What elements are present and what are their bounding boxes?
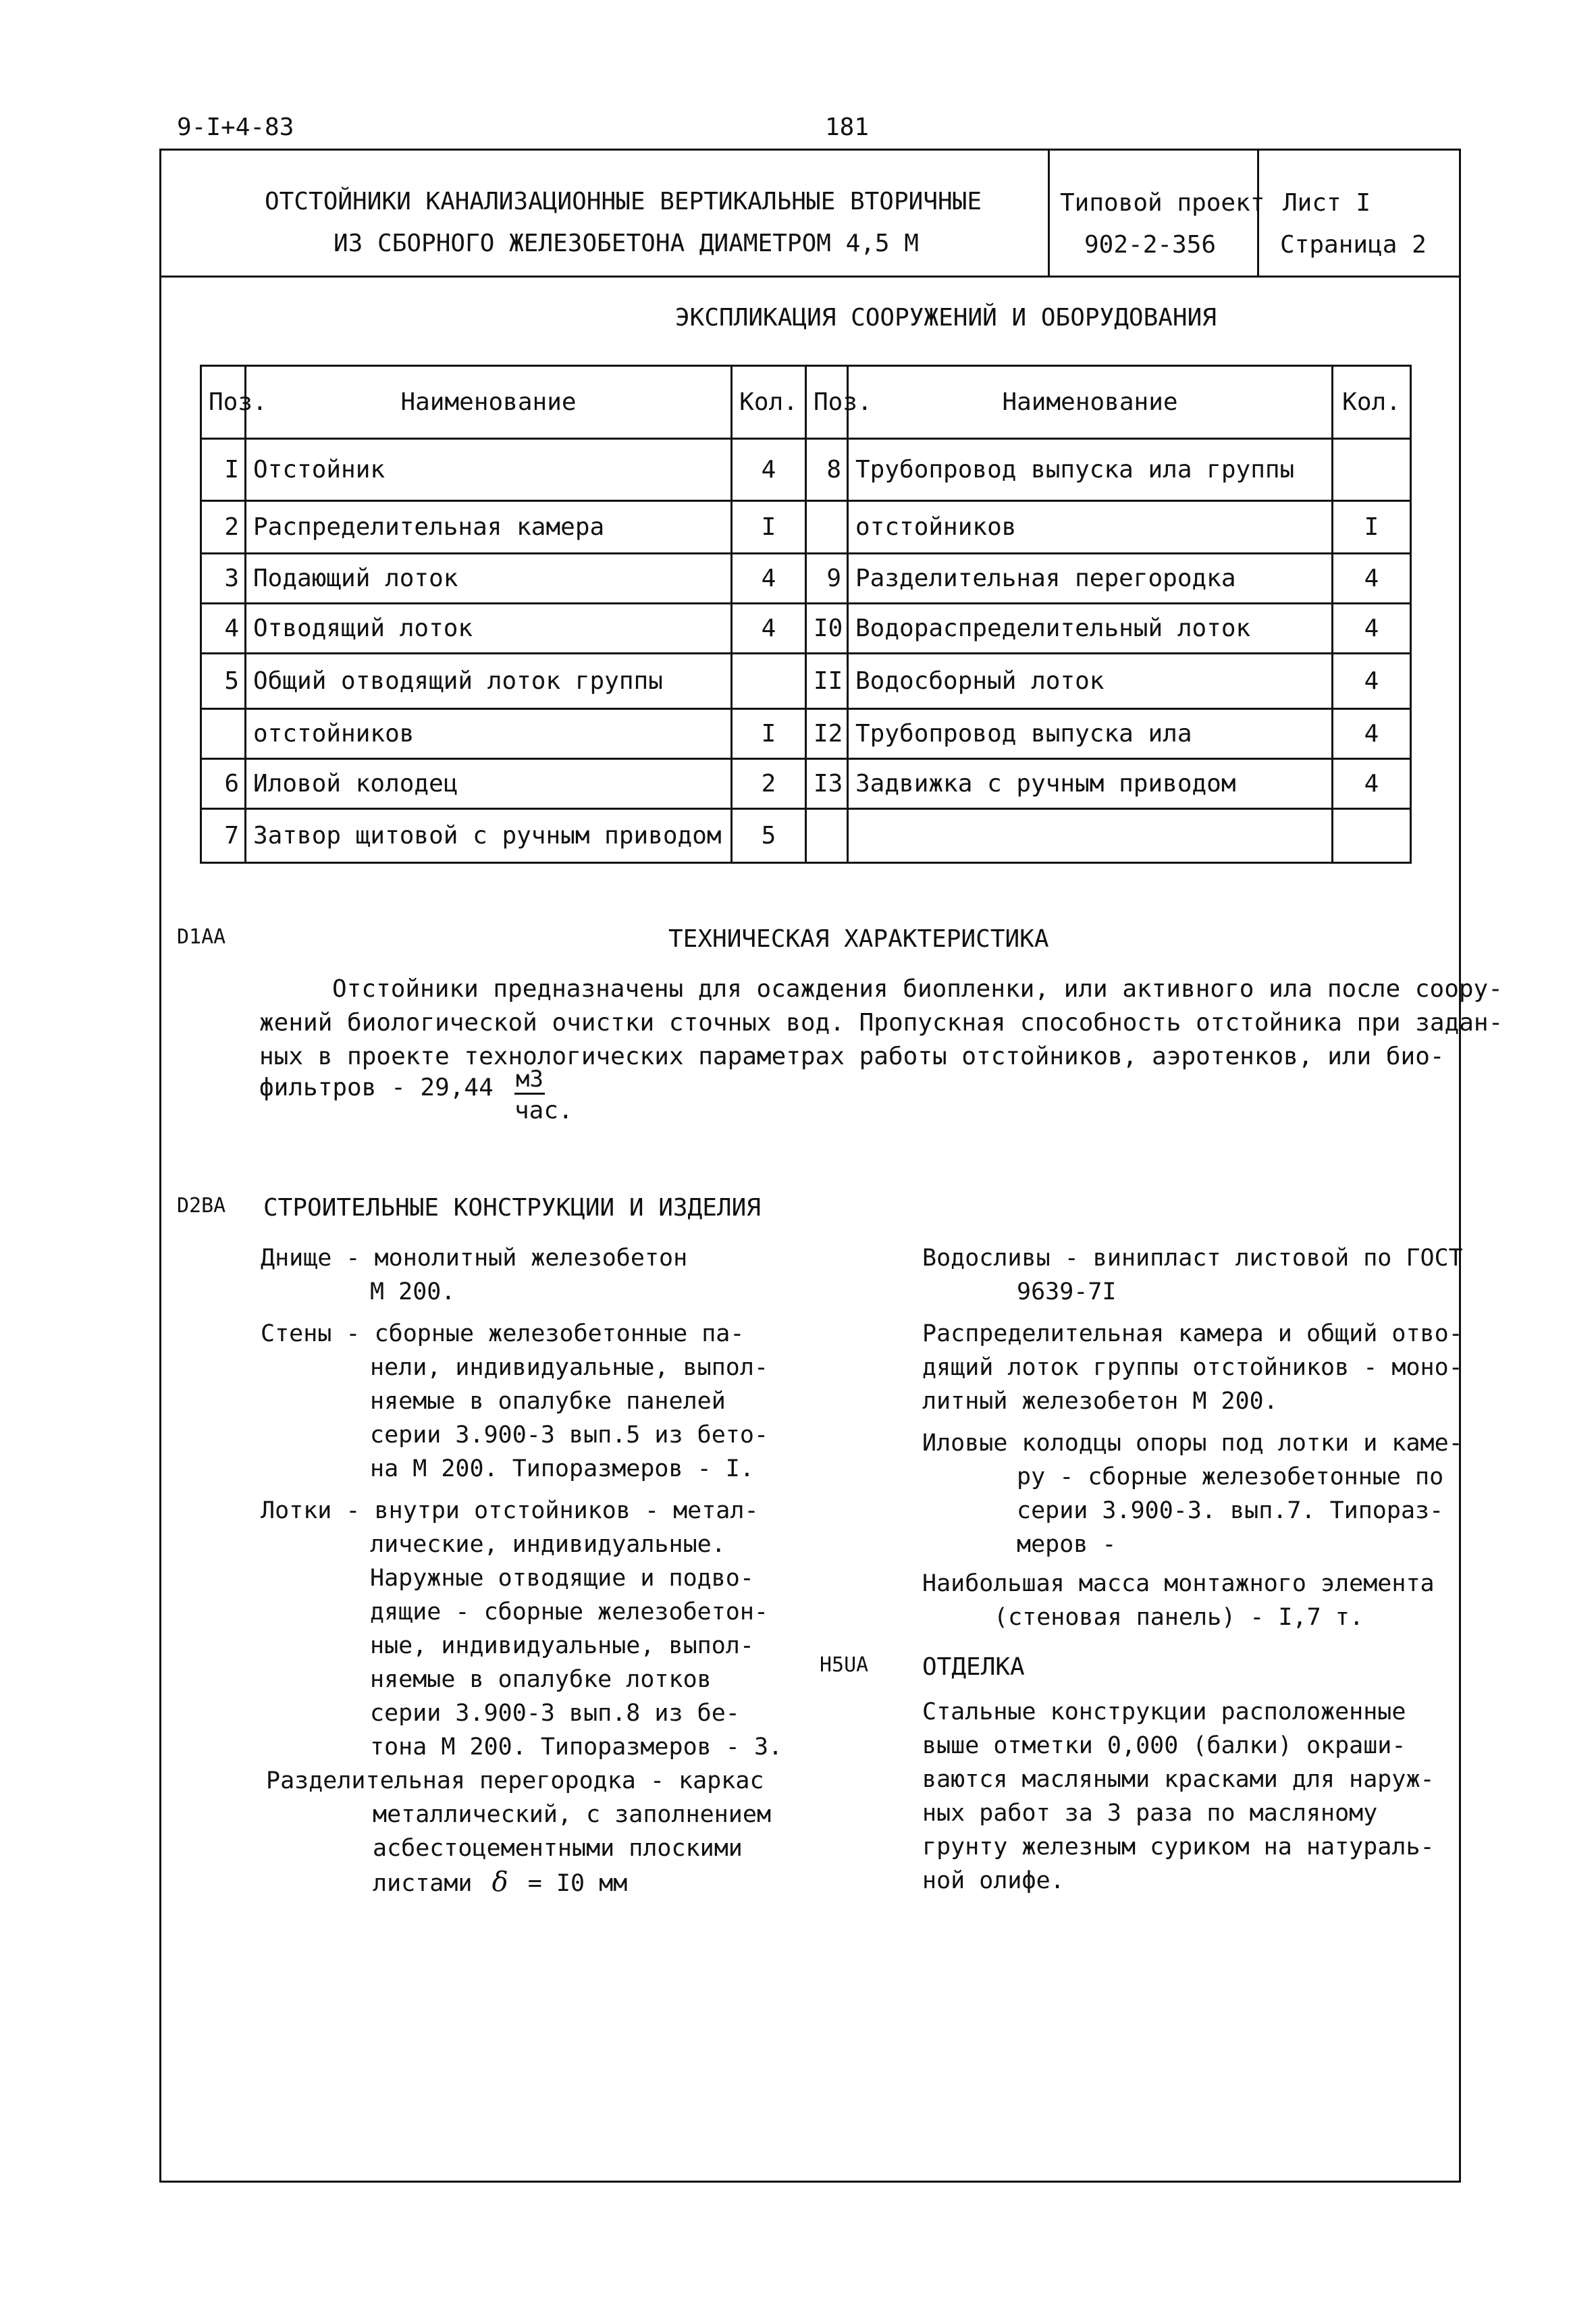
table-cell: 2 <box>732 759 806 809</box>
text-line: Лотки - внутри отстойников - метал- <box>261 1497 759 1524</box>
table-cell: 5 <box>732 809 806 863</box>
table-cell <box>806 809 848 863</box>
text-line: ные, индивидуальные, выпол- <box>370 1632 754 1659</box>
table-cell: 8 <box>806 439 848 501</box>
text-line: Стальные конструкции расположенные <box>922 1698 1406 1725</box>
trays-block <box>261 1494 782 1764</box>
table-cell: Трубопровод выпуска ила <box>848 709 1333 759</box>
column-header: Поз. <box>201 366 246 439</box>
text-line: металлический, с заполнением <box>373 1801 772 1828</box>
table-cell: Водосборный лоток <box>848 654 1333 709</box>
text-line: грунту железным суриком на натураль- <box>922 1833 1435 1861</box>
table-row <box>201 654 1411 709</box>
table-cell: 4 <box>1333 654 1411 709</box>
text-line: (стеновая панель) - I,7 т. <box>994 1604 1364 1631</box>
table-cell: 4 <box>1333 709 1411 759</box>
table-cell <box>806 501 848 554</box>
unit-numerator: м3 <box>514 1066 545 1095</box>
partition-last-line <box>266 1865 771 1900</box>
text-line: няемые в опалубке панелей <box>370 1388 726 1415</box>
table-cell: 4 <box>732 604 806 654</box>
table-cell: 4 <box>1333 554 1411 604</box>
table-cell: I0 <box>806 604 848 654</box>
table-cell: Затвор щитовой с ручным приводом <box>246 809 732 863</box>
project-label: Типовой проект <box>1060 189 1265 217</box>
text-line: жений биологической очистки сточных вод. Пропускная способность отстойника при задан- <box>259 1009 1504 1037</box>
text-line: 9639-7I <box>1017 1278 1117 1305</box>
text-line: асбестоцементными плоскими <box>373 1835 743 1862</box>
document-code: 9-I+4-83 <box>177 113 294 141</box>
table-cell: I <box>732 501 806 554</box>
column-header: Поз. <box>806 366 848 439</box>
sheet-label: Лист I <box>1283 189 1371 217</box>
table-row <box>201 501 1411 554</box>
table-cell: I2 <box>806 709 848 759</box>
text-line: Иловые колодцы опоры под лотки и каме- <box>922 1430 1463 1457</box>
column-header: Кол. <box>1333 366 1411 439</box>
table-row <box>201 709 1411 759</box>
title-block-divider-1 <box>1048 149 1050 277</box>
text-line: Стены - сборные железобетонные па- <box>261 1320 745 1347</box>
table-cell: 4 <box>1333 759 1411 809</box>
table-cell <box>1333 809 1411 863</box>
document-title-line-2: ИЗ СБОРНОГО ЖЕЛЕЗОБЕТОНА ДИАМЕТРОМ 4,5 М <box>334 230 919 257</box>
table-row <box>201 439 1411 501</box>
constructions-section-title: СТРОИТЕЛЬНЫЕ КОНСТРУКЦИИ И ИЗДЕЛИЯ <box>263 1194 761 1222</box>
finishing-section-title: ОТДЕЛКА <box>922 1653 1025 1681</box>
table-cell <box>201 709 246 759</box>
table-cell: 4 <box>201 604 246 654</box>
text-line: ных в проекте технологических параметрах работы отстойников, аэротенков, или био- <box>259 1043 1445 1070</box>
tech-paragraph <box>259 972 1503 1074</box>
table-cell: Водораспределительный лоток <box>848 604 1333 654</box>
table-cell: Подающий лоток <box>246 554 732 604</box>
table-cell: Разделительная перегородка <box>848 554 1333 604</box>
walls-block <box>261 1317 768 1486</box>
table-cell: Трубопровод выпуска ила группы <box>848 439 1333 501</box>
text-line: серии 3.900-3 вып.5 из бето- <box>370 1422 769 1449</box>
table-cell: I <box>732 709 806 759</box>
table-cell: Распределительная камера <box>246 501 732 554</box>
finishing-block <box>922 1695 1435 1898</box>
text-line: Днище - монолитный железобетон <box>261 1245 688 1272</box>
text-line: ных работ за 3 раза по масляному <box>922 1800 1378 1827</box>
mass-block <box>922 1567 1435 1634</box>
text-line: лические, индивидуальные. <box>370 1531 726 1558</box>
text-line: дящий лоток группы отстойников - моно- <box>922 1354 1463 1381</box>
text-line: серии 3.900-3. вып.7. Типораз- <box>1017 1497 1444 1524</box>
table-cell: Отводящий лоток <box>246 604 732 654</box>
table-cell: Иловой колодец <box>246 759 732 809</box>
chamber-block <box>922 1317 1463 1418</box>
weirs-block <box>922 1241 1463 1309</box>
column-header: Наименование <box>848 366 1333 439</box>
text-line: М 200. <box>370 1278 456 1305</box>
table-cell: I <box>201 439 246 501</box>
text-line: няемые в опалубке лотков <box>370 1666 712 1693</box>
table-row <box>201 759 1411 809</box>
document-title-line-1: ОТСТОЙНИКИ КАНАЛИЗАЦИОННЫЕ ВЕРТИКАЛЬНЫЕ ВТОРИЧНЫЕ <box>265 188 982 215</box>
table-row <box>201 554 1411 604</box>
column-header: Наименование <box>246 366 732 439</box>
tech-last-line: фильтров - 29,44 <box>259 1074 494 1101</box>
table-cell: 5 <box>201 654 246 709</box>
bottom-block <box>261 1241 687 1309</box>
table-cell: 6 <box>201 759 246 809</box>
table-cell: Отстойник <box>246 439 732 501</box>
text-line: ной олифе. <box>922 1867 1065 1894</box>
table-cell: 9 <box>806 554 848 604</box>
table-row <box>201 809 1411 863</box>
text-line: ру - сборные железобетонные по <box>1017 1463 1444 1490</box>
table-header-row <box>201 366 1411 439</box>
text-line: литный железобетон М 200. <box>922 1388 1278 1415</box>
table-cell: отстойников <box>848 501 1333 554</box>
table-cell: 3 <box>201 554 246 604</box>
title-block-bottom-border <box>159 276 1461 278</box>
table-cell <box>848 809 1333 863</box>
table-cell: 2 <box>201 501 246 554</box>
text-fragment: = I0 мм <box>527 1870 628 1897</box>
project-number: 902-2-356 <box>1084 231 1217 259</box>
text-line: Наружные отводящие и подво- <box>370 1565 754 1592</box>
wells-block <box>922 1426 1463 1561</box>
text-line: серии 3.900-3 вып.8 из бе- <box>370 1700 740 1727</box>
page-number: 181 <box>825 113 870 141</box>
text-line: дящие - сборные железобетон- <box>370 1598 769 1625</box>
table-row <box>201 604 1411 654</box>
text-line: Распределительная камера и общий отво- <box>922 1320 1463 1347</box>
table-cell: Общий отводящий лоток группы <box>246 654 732 709</box>
text-line: меров - <box>1017 1531 1117 1558</box>
column-header: Кол. <box>732 366 806 439</box>
explication-title: ЭКСПЛИКАЦИЯ СООРУЖЕНИЙ И ОБОРУДОВАНИЯ <box>675 304 1217 332</box>
table-cell: I <box>1333 501 1411 554</box>
tech-section-title: ТЕХНИЧЕСКАЯ ХАРАКТЕРИСТИКА <box>668 925 1049 953</box>
margin-code-constructions: D2BA <box>177 1194 226 1218</box>
table-cell: 7 <box>201 809 246 863</box>
table-cell: I3 <box>806 759 848 809</box>
table-cell: отстойников <box>246 709 732 759</box>
table-cell: 4 <box>1333 604 1411 654</box>
text-line: Водосливы - винипласт листовой по ГОСТ <box>922 1245 1463 1272</box>
explication-table <box>200 365 1412 864</box>
table-cell <box>732 654 806 709</box>
table-cell: Задвижка с ручным приводом <box>848 759 1333 809</box>
text-line: тона М 200. Типоразмеров - 3. <box>370 1734 783 1761</box>
margin-code-tech: D1AA <box>177 925 226 949</box>
partition-block <box>266 1764 771 1900</box>
text-line: нели, индивидуальные, выпол- <box>370 1354 769 1381</box>
text-line: на М 200. Типоразмеров - I. <box>370 1455 754 1482</box>
unit-denominator: час. <box>514 1097 573 1124</box>
text-line: Отстойники предназначены для осаждения биопленки, или активного ила после соору- <box>332 975 1503 1003</box>
table-cell: II <box>806 654 848 709</box>
text-line: Наибольшая масса монтажного элемента <box>922 1570 1435 1597</box>
text-line: выше отметки 0,000 (балки) окраши- <box>922 1732 1406 1759</box>
text-line: Разделительная перегородка - каркас <box>266 1767 764 1794</box>
delta-symbol: δ <box>491 1867 508 1898</box>
margin-code-finishing: H5UA <box>820 1653 869 1677</box>
table-cell: 4 <box>732 439 806 501</box>
table-cell: 4 <box>732 554 806 604</box>
page-label: Страница 2 <box>1280 231 1427 259</box>
table-cell <box>1333 439 1411 501</box>
text-fragment: листами <box>373 1870 473 1897</box>
text-line: ваются масляными красками для наруж- <box>922 1766 1435 1793</box>
